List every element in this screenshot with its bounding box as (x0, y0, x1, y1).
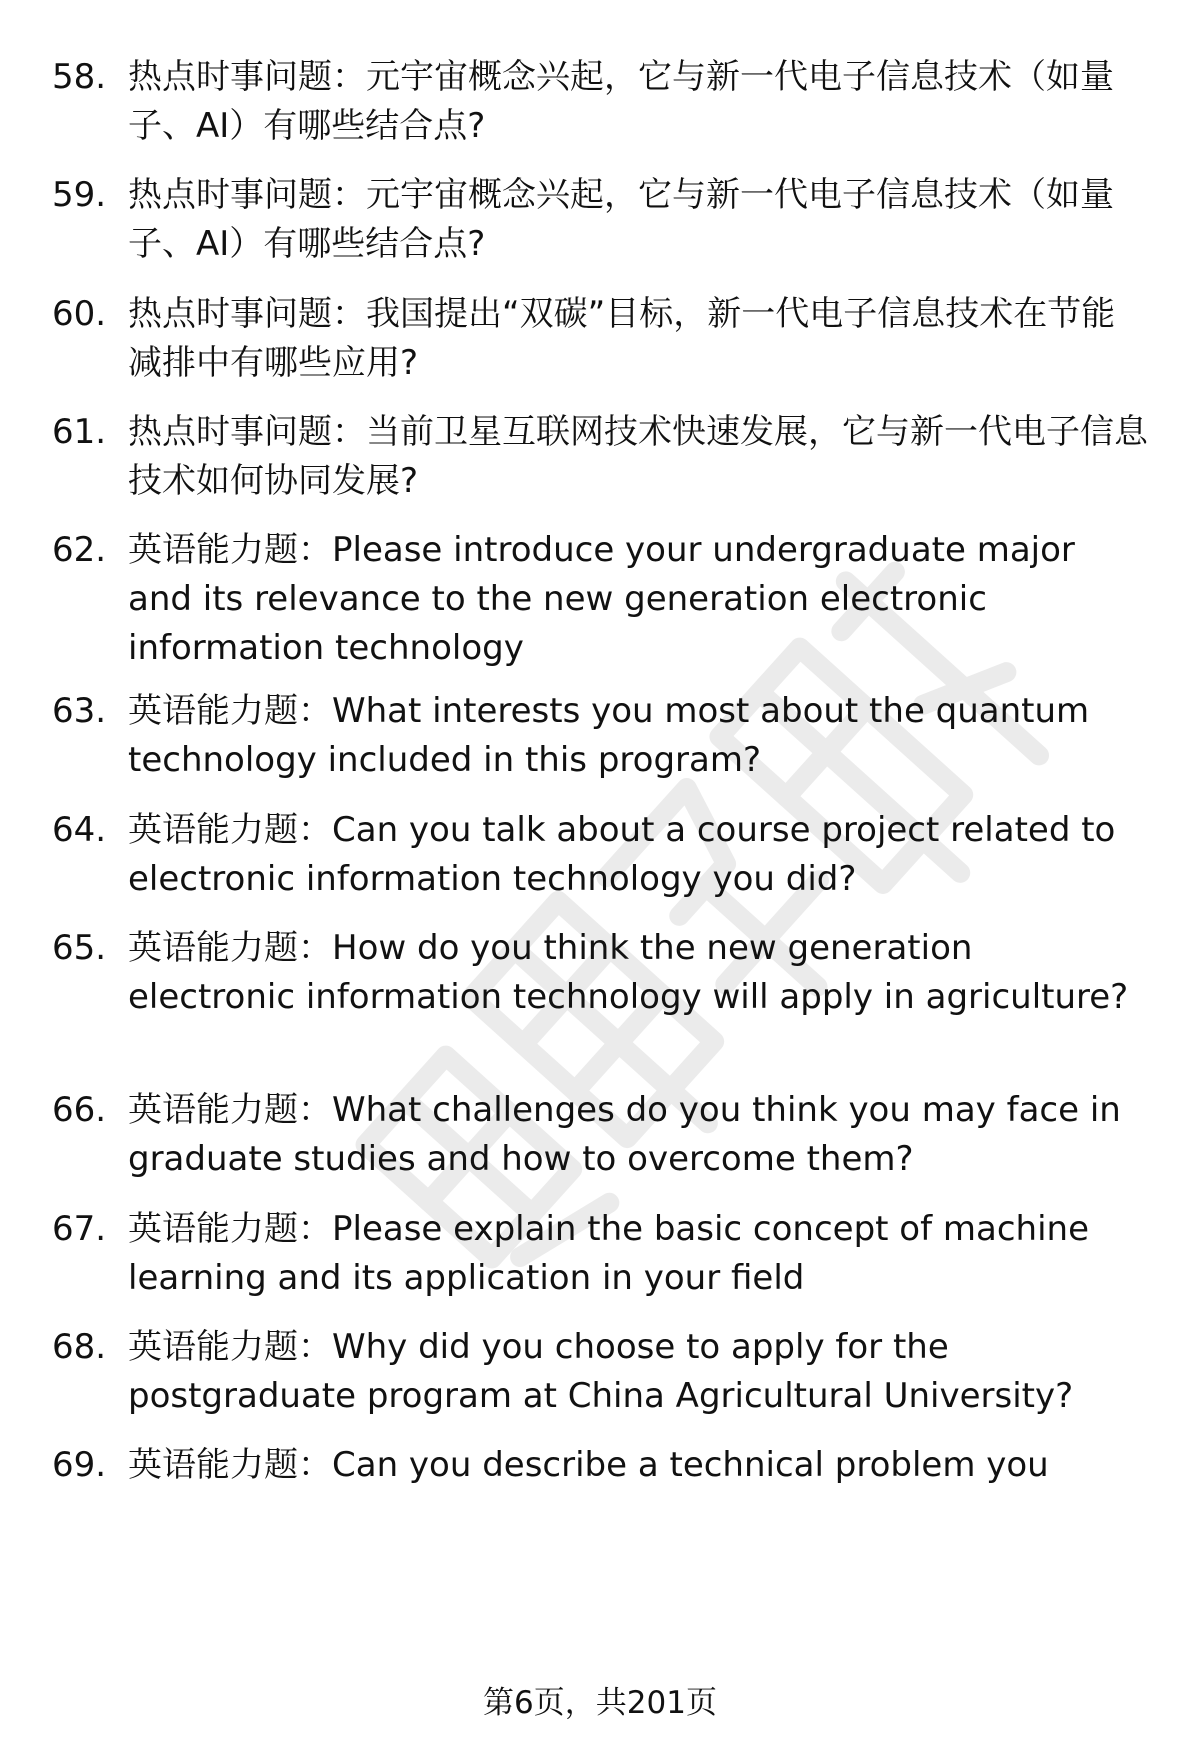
item-text: 英语能力题：Please explain the basic concept of machine learning and its application in your field (128, 1209, 1089, 1298)
item-number: 68. (52, 1327, 107, 1367)
item-number: 65. (52, 928, 107, 968)
item-number: 58. (52, 57, 107, 97)
list-item (52, 924, 1152, 1022)
item-text: 英语能力题：What interests you most about the quantum technology included in this program? (128, 691, 1090, 780)
list-item (52, 1086, 1152, 1184)
item-text: 英语能力题：Can you describe a technical problem you (128, 1445, 1049, 1485)
item-text: 英语能力题：What challenges do you think you may face in graduate studies and how to overcome them? (128, 1090, 1121, 1179)
list-item (52, 687, 1152, 785)
item-number: 67. (52, 1209, 107, 1249)
item-number: 69. (52, 1445, 107, 1485)
list-item (52, 1323, 1152, 1421)
list-item (52, 526, 1152, 673)
page-footer: 第6页，共201页 (483, 1685, 717, 1721)
item-text: 英语能力题：Why did you choose to apply for the postgraduate program at China Agricultural University? (128, 1327, 1074, 1416)
item-number: 62. (52, 530, 107, 570)
list-item (52, 806, 1152, 904)
item-text: 热点时事问题：我国提出“双碳”目标，新一代电子信息技术在节能减排中有哪些应用? (128, 294, 1116, 383)
item-number: 64. (52, 810, 107, 850)
item-text: 英语能力题：Can you talk about a course project related to electronic information technology you did? (128, 810, 1116, 899)
list-item (52, 408, 1152, 506)
item-number: 61. (52, 412, 107, 452)
item-text: 热点时事问题：当前卫星互联网技术快速发展，它与新一代电子信息技术如何协同发展? (128, 412, 1148, 501)
item-number: 60. (52, 294, 107, 334)
list-item (52, 53, 1152, 151)
item-text: 热点时事问题：元宇宙概念兴起，它与新一代电子信息技术（如量子、AI）有哪些结合点? (128, 175, 1114, 264)
list-item (52, 1441, 1152, 1490)
item-number: 63. (52, 691, 107, 731)
item-text: 英语能力题：Please introduce your undergraduate major and its relevance to the new generation electronic information technology (128, 530, 1075, 668)
item-text: 热点时事问题：元宇宙概念兴起，它与新一代电子信息技术（如量子、AI）有哪些结合点? (128, 57, 1114, 146)
list-item (52, 290, 1152, 388)
item-number: 66. (52, 1090, 107, 1130)
item-number: 59. (52, 175, 107, 215)
item-text: 英语能力题：How do you think the new generation electronic information technology will apply in agriculture? (128, 928, 1129, 1017)
list-item (52, 1205, 1152, 1303)
list-item (52, 171, 1152, 269)
